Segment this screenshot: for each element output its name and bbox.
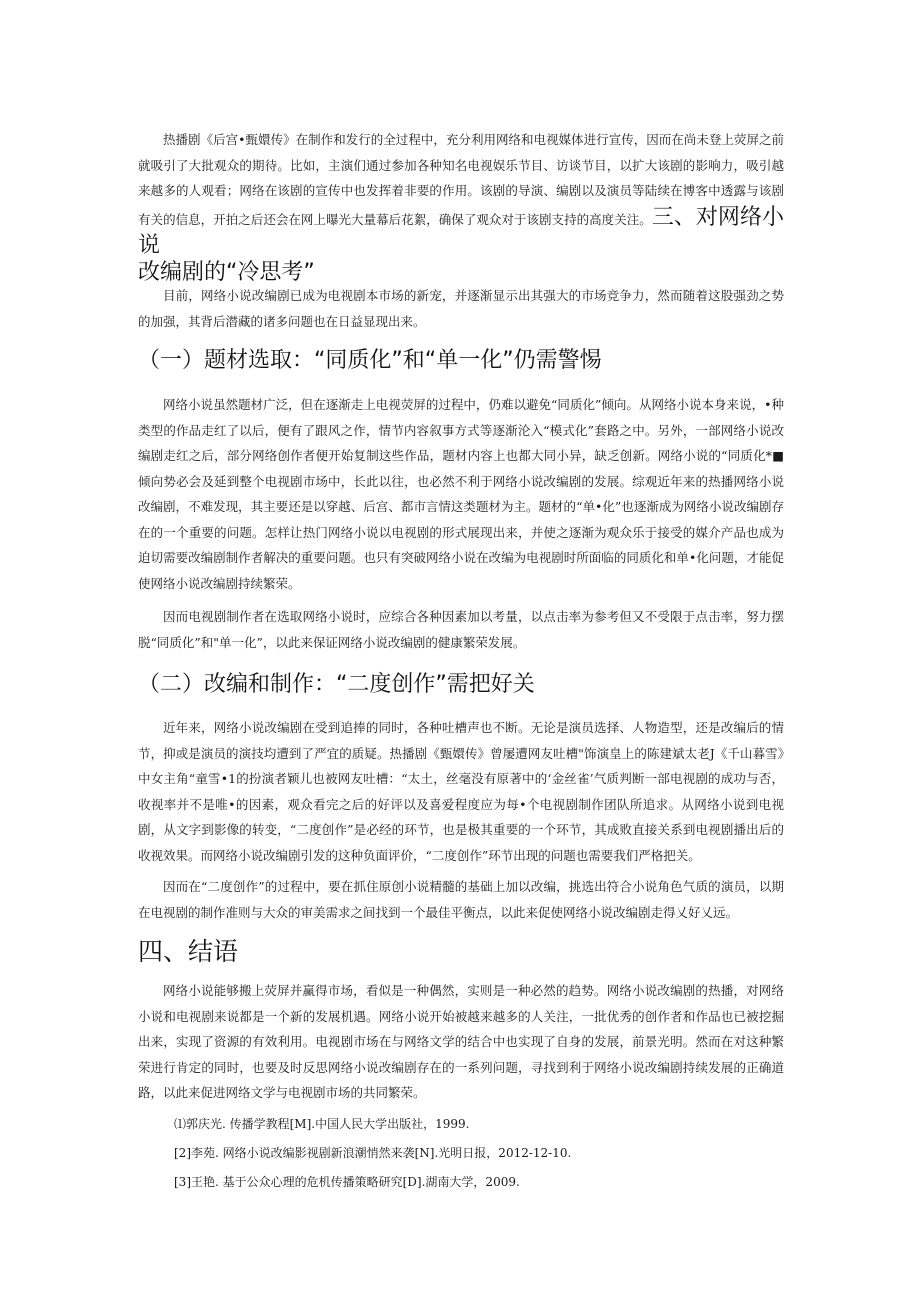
section-3-heading-part2: 改编剧的“冷思考” bbox=[138, 259, 315, 285]
intro-paragraph bbox=[138, 127, 784, 261]
references-list bbox=[174, 1110, 774, 1197]
intro-paragraph-text: 热播剧《后宫•甄嬛传》在制作和发行的全过程中，充分利用网络和电视媒体进行宣传，因而在尚未登上荧屏之前就吸引了大批观众的期待。比如，主演们通过参加各种知名电视娱乐节目、访谈节目，以扩大该剧的影响力，吸引越来越多的人观看；网络在该剧的宣传中也发挥着非要的作用。该剧的导演、编剧以及演员等陆续在博客中透露与该剧有关的信息，开拍之后还会在网上曝光大量幕后花絮，确保了观众对于该剧支持的高度关注。 bbox=[138, 132, 784, 227]
intro-block bbox=[138, 127, 784, 287]
section-4-paragraph: 网络小说能够搬上荧屏并赢得市场，看似是一种偶然，实则是一种必然的趋势。网络小说改编剧的热播，对网络小说和电视剧来说都是一个新的发展机遇。网络小说开始被越来越多的人关注，一批优秀的创作者和作品也已被挖掘出来，实现了资源的有效利用。电视剧市场在与网络文学的结合中也实现了自身的发展，前景光明。然而在对这种繁荣进行肯定的同时，也要及时反思网络小说改编剧存在的一系列问题，寻找到利于网络小说改编剧持续发展的正确道路，以此来促进网络文学与电视剧市场的共同繁荣。 bbox=[138, 983, 784, 1100]
reference-item: ⑴郭庆光. 传播学教程[M].中国人民大学出版社，1999. bbox=[174, 1117, 470, 1131]
subsection-1-paragraph-1: 网络小说虽然题材广泛，但在逐渐走上电视荧屏的过程中，仍难以避免“同质化”倾向。从网络小说本身来说，•种类型的作品走红了以后，便有了跟风之作，情节内容叙事方式等逐渐沦入“模式化”套路之中。另外，一部网络小说改编剧走红之后，部分网络创作者便开始复制这些作品，题材内容上也都大同小异，缺乏创新。网络小说的“同质化*■倾向势必会及延到整个电视剧市场中，长此以往，也必然不利于网络小说改编剧的发展。综观近年来的热播网络小说改编剧，不难发现，其主要还是以穿越、后宫、都市言情这类题材为主。题材的“单•化”也逐渐成为网络小说改编剧存在的一个重要的问题。怎样让热门网络小说以电视剧的形式展现出来，并使之逐渐为观众乐于接受的媒介产品也成为迫切需要改编剧制作者解决的重要问题。也只有突破网络小说在改编为电视剧时所面临的同质化和单•化问题，才能促使网络小说改编剧持续繁荣。 bbox=[138, 397, 784, 591]
subsection-2-heading: （二）改编和制作：“二度创作”需把好关 bbox=[138, 672, 535, 697]
subsection-1-paragraph-2: 因而电视剧制作者在选取网络小说时，应综合各种因素加以考量，以点击率为参考但又不受限于点击率，努力摆脱“同质化”和"单一化”，以此来保证网络小说改编剧的健康繁荣发展。 bbox=[138, 609, 784, 650]
subsection-2-paragraph-2: 因而在“二度创作”的过程中，要在抓住原创小说精髓的基础上加以改编，挑选出符合小说角色气质的演员，以期在电视剧的制作准则与大众的审美需求之间找到一个最佳平衡点，以此来促使网络小说改编剧走得乂好乂远。 bbox=[138, 879, 784, 920]
section-3-heading-part1: 三、对网络小说 bbox=[138, 204, 784, 258]
section-4-heading: 四、结语 bbox=[138, 937, 239, 966]
subsection-2-paragraph-1: 近年来，网络小说改编剧在受到追捧的同时，各种吐槽声也不断。无论是演员选择、人物造型，还是改编后的情节，抑或是演员的演技均遭到了严宜的质疑。热播剧《甄嬛传》曾屡遭网友吐槽"饰演皇上的陈建斌太老J《千山暮雪》中女主角“童雪•1的扮演者颖儿也被网友吐槽：“太土，丝毫没有原著中的‘金丝雀’气质判断一部电视剧的成功与否，收视率并不是唯•的因素，观众看完之后的好评以及喜爱程度应为每•个电视剧制作团队所追求。从网络小说到电视剧，从文字到影像的转变，“二度创作”是必经的环节，也是极其重要的一个环节，其成败直接关系到电视剧播出后的收视效果。而网络小说改编剧引发的这种负面评价，“二度创作”环节出现的问题也需要我们严格把关。 bbox=[138, 720, 784, 863]
reference-item: [2]李苑. 网络小说改编影视剧新浪潮悄然来袭[N].光明日报，2012-12-10. bbox=[174, 1146, 572, 1160]
subsection-1-heading: （一）题材选取：“同质化”和“单一化”仍需警惕 bbox=[138, 348, 602, 373]
section-3-intro-paragraph: 目前，网络小说改编剧已成为电视剧本市场的新宠，并逐渐显示出其强大的市场竞争力，然而随着这股强劲之势的加强，其背后潜藏的诸多问题也在日益显现出来。 bbox=[138, 288, 784, 329]
reference-item: [3]王艳. 基于公众心理的危机传播策略研究[D].湖南大学，2009. bbox=[174, 1175, 520, 1189]
